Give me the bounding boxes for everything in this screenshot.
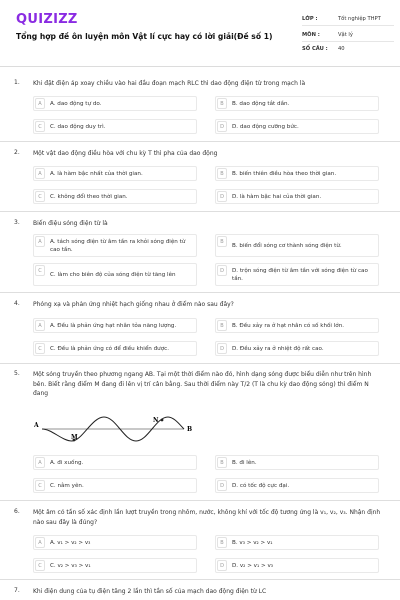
option-text: C. làm cho biên độ của sóng điện từ tăng lên xyxy=(50,272,176,278)
option-text: A. dao động tự do. xyxy=(50,101,102,107)
q6-option-a[interactable] xyxy=(33,535,197,550)
option-text: D. trộn sóng điện từ âm tần với sóng điện từ cao tần. xyxy=(232,268,368,282)
meta-value: Vật lý xyxy=(338,32,353,38)
question-divider xyxy=(0,500,400,501)
q2-option-d[interactable] xyxy=(215,189,379,204)
option-letter: D xyxy=(217,265,227,276)
header-divider xyxy=(0,66,400,67)
q3-option-a[interactable] xyxy=(33,234,197,257)
question-number: 7. xyxy=(14,587,20,594)
meta-key: LỚP : xyxy=(302,16,318,22)
question-number: 5. xyxy=(14,370,20,377)
option-letter: D xyxy=(217,343,227,354)
option-text: B. v₃ > v₂ > v₁ xyxy=(232,540,273,546)
option-text: B. Đều xảy ra ở hạt nhân có số khối lớn. xyxy=(232,323,345,329)
option-text: D. v₂ > v₁ > v₃ xyxy=(232,563,274,569)
option-letter: B xyxy=(217,168,227,179)
question-divider xyxy=(0,141,400,142)
question-text: Một âm có tần số xác định lần lượt truyền trong nhôm, nước, không khí với tốc độ tương ứng là v₁, v₂, v₃. Nhận định nào sau đây là đúng? xyxy=(33,509,381,526)
option-text: C. Đều là phản ứng có để điều khiển được. xyxy=(50,346,169,352)
option-text: D. dao động cưỡng bức. xyxy=(232,124,299,130)
option-text: B. biến đổi sóng cơ thành sóng điện từ. xyxy=(232,243,342,249)
option-letter: C xyxy=(35,121,45,132)
option-text: D. Đều xảy ra ở nhiệt độ rất cao. xyxy=(232,346,324,352)
q6-option-b[interactable] xyxy=(215,535,379,550)
quizizz-logo: QUIZIZZ xyxy=(16,12,78,27)
question-number: 4. xyxy=(14,300,20,307)
question-text: Phóng xạ và phản ứng nhiệt hạch giống nhau ở điểm nào sau đây? xyxy=(33,301,234,308)
question-divider xyxy=(0,579,400,580)
q5-option-c[interactable] xyxy=(33,478,197,493)
meta-value: Tốt nghiệp THPT xyxy=(338,16,381,22)
option-letter: B xyxy=(217,98,227,109)
option-letter: A xyxy=(35,537,45,548)
q3-option-c[interactable] xyxy=(33,263,197,286)
option-letter: B xyxy=(217,320,227,331)
q1-option-a[interactable] xyxy=(33,96,197,111)
option-letter: D xyxy=(217,480,227,491)
option-letter: D xyxy=(217,560,227,571)
question-divider xyxy=(0,211,400,212)
q4-option-d[interactable] xyxy=(215,341,379,356)
option-letter: B xyxy=(217,537,227,548)
label-b: B xyxy=(187,426,193,433)
question-divider xyxy=(0,292,400,293)
option-letter: A xyxy=(35,236,45,247)
option-text: B. đi lên. xyxy=(232,460,257,466)
option-text: A. đi xuống. xyxy=(50,460,84,466)
label-m: M xyxy=(71,434,78,441)
q1-option-b[interactable] xyxy=(215,96,379,111)
q6-option-c[interactable] xyxy=(33,558,197,573)
meta-key: MÔN : xyxy=(302,32,320,38)
option-letter: D xyxy=(217,121,227,132)
q5-option-a[interactable] xyxy=(33,455,197,470)
option-text: B. dao động tắt dần. xyxy=(232,101,290,107)
point-n xyxy=(161,419,164,422)
q5-option-d[interactable] xyxy=(215,478,379,493)
question-text: Biến điệu sóng điện từ là xyxy=(33,220,108,227)
q3-option-d[interactable] xyxy=(215,263,379,286)
q5-option-b[interactable] xyxy=(215,455,379,470)
option-letter: A xyxy=(35,457,45,468)
q6-option-d[interactable] xyxy=(215,558,379,573)
q3-option-b[interactable] xyxy=(215,234,379,257)
question-number: 2. xyxy=(14,149,20,156)
question-number: 6. xyxy=(14,508,20,515)
option-letter: C xyxy=(35,265,45,276)
q4-option-b[interactable] xyxy=(215,318,379,333)
option-letter: A xyxy=(35,98,45,109)
option-text: B. biến thiên điều hòa theo thời gian. xyxy=(232,171,337,177)
option-text: A. Đều là phản ứng hạt nhân tỏa năng lượng. xyxy=(50,323,177,329)
option-letter: C xyxy=(35,480,45,491)
option-letter: A xyxy=(35,168,45,179)
option-text: C. không đổi theo thời gian. xyxy=(50,194,128,200)
option-text: C. dao động duy trì. xyxy=(50,124,106,130)
q1-option-c[interactable] xyxy=(33,119,197,134)
label-n: N xyxy=(153,417,159,424)
option-letter: C xyxy=(35,191,45,202)
question-text: Một vật dao động điều hòa với chu kỳ T thì pha của dao động xyxy=(33,150,218,157)
option-letter: A xyxy=(35,320,45,331)
option-letter: C xyxy=(35,560,45,571)
meta-key: SỐ CÂU : xyxy=(302,46,328,52)
option-text: A. tách sóng điện từ âm tần ra khỏi sóng điện từ cao tần. xyxy=(50,239,186,253)
wave-figure xyxy=(34,415,204,445)
q2-option-a[interactable] xyxy=(33,166,197,181)
option-text: C. nằm yên. xyxy=(50,483,84,489)
option-letter: D xyxy=(217,191,227,202)
q1-option-d[interactable] xyxy=(215,119,379,134)
option-text: A. là hàm bậc nhất của thời gian. xyxy=(50,171,143,177)
option-letter: B xyxy=(217,236,227,247)
label-a: A xyxy=(34,422,39,429)
question-number: 1. xyxy=(14,79,20,86)
q4-option-a[interactable] xyxy=(33,318,197,333)
question-divider xyxy=(0,363,400,364)
q2-option-c[interactable] xyxy=(33,189,197,204)
question-text: Khi điện dung của tụ điện tăng 2 lần thì tần số của mạch dao động điện từ LC xyxy=(33,588,267,595)
worksheet-header xyxy=(0,0,400,64)
question-text: Khi đặt điện áp xoay chiều vào hai đầu đoạn mạch RLC thì dao động điện từ trong mạch là xyxy=(33,80,306,87)
meta-value: 40 xyxy=(338,46,345,52)
q2-option-b[interactable] xyxy=(215,166,379,181)
option-text: D. có tốc độ cực đại. xyxy=(232,483,290,489)
option-letter: C xyxy=(35,343,45,354)
option-text: C. v₂ > v₃ > v₁ xyxy=(50,563,91,569)
worksheet-title: Tổng hợp đề ôn luyện môn Vật lí cực hay có lời giải(Đề số 1) xyxy=(16,32,273,41)
question-number: 3. xyxy=(14,219,20,226)
option-letter: B xyxy=(217,457,227,468)
option-text: D. là hàm bậc hai của thời gian. xyxy=(232,194,322,200)
option-text: A. v₁ > v₂ > v₃ xyxy=(50,540,91,546)
q4-option-c[interactable] xyxy=(33,341,197,356)
question-text: Một sóng truyền theo phương ngang AB. Tại một thời điểm nào đó, hình dạng sóng được biểu diễn như trên hình bên. Biết rằng điểm M đang đi lên vị trí cân bằng. Sau thời điểm này T/2 (T là chu kỳ dao động sóng) thì điểm N đang xyxy=(33,371,372,397)
